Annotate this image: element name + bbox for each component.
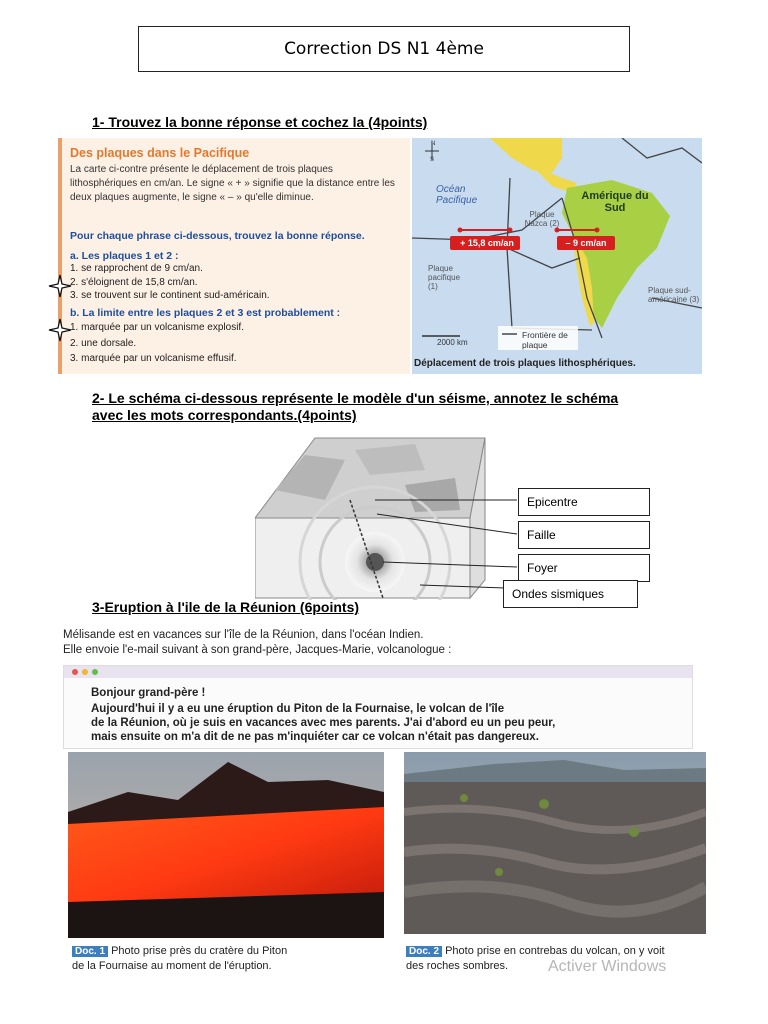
doc2-tag: Doc. 2 xyxy=(406,946,442,957)
question-a-option-1: 1. se rapprochent de 9 cm/an. xyxy=(70,263,203,274)
map-ocean-label: Océan Pacifique xyxy=(436,184,478,206)
section1-heading: 1- Trouvez la bonne réponse et cochez la (4points) xyxy=(92,114,428,130)
map-continent-label: Amérique du Sud xyxy=(581,190,649,214)
email-line: mais ensuite on m'a dit de ne pas m'inquiéter car ce volcan n'était pas dangereux. xyxy=(91,731,539,743)
page-title: Correction DS N1 4ème xyxy=(138,26,630,72)
label-ondes-sismiques: Ondes sismiques xyxy=(503,580,638,608)
email-greeting: Bonjour grand-père ! xyxy=(91,687,206,699)
section2-heading-line1: 2- Le schéma ci-dessous représente le modèle d'un séisme, annotez le schéma xyxy=(92,390,619,406)
doc1-caption-text-2: de la Fournaise au moment de l'éruption. xyxy=(72,960,272,972)
checkmark-star-icon xyxy=(48,274,72,303)
section3-heading: 3-Eruption à l'ile de la Réunion (6points) xyxy=(92,599,360,615)
question-a-label: a. Les plaques 1 et 2 : xyxy=(70,250,179,262)
email-body xyxy=(91,686,691,744)
section3-intro-line2: Elle envoie l'e-mail suivant à son grand-père, Jacques-Marie, volcanologue : xyxy=(63,644,452,656)
doc2-caption-text-2: des roches sombres. xyxy=(406,960,509,972)
question-a-option-3: 3. se trouvent sur le continent sud-américain. xyxy=(70,290,270,301)
compass-n: N xyxy=(431,141,436,147)
activation-watermark: Activer Windows xyxy=(548,958,667,975)
map-caption: Déplacement de trois plaques lithosphériques. xyxy=(414,358,636,369)
label-foyer: Foyer xyxy=(518,554,650,582)
label-faille: Faille xyxy=(518,521,650,549)
question-b-option-2: 2. une dorsale. xyxy=(70,338,137,349)
eruption-photo xyxy=(68,752,384,943)
map-plate-nazca: Plaque Nazca (2) xyxy=(524,210,560,228)
question-b-option-1: 1. marquée par un volcanisme explosif. xyxy=(70,322,244,333)
doc1-tag: Doc. 1 xyxy=(72,946,108,957)
excerpt-intro: La carte ci-contre présente le déplacement de trois plaques lithosphériques en cm/an. Le signe « + » signifie que la distance entre les deux plaques augmente, le signe « – » qu'elle diminue. xyxy=(70,164,395,203)
question-a-option-2: 2. s'éloignent de 15,8 cm/an. xyxy=(70,277,198,288)
map-legend: Frontière de plaque xyxy=(522,330,568,350)
lava-rocks-photo xyxy=(404,752,706,939)
compass-s: S xyxy=(430,157,435,163)
doc2-caption-text: Photo prise en contrebas du volcan, on y voit xyxy=(445,945,665,957)
map-plate-pacific: Plaque pacifique (1) xyxy=(428,264,461,291)
question-b-option-3: 3. marquée par un volcanisme effusif. xyxy=(70,353,237,364)
map-scale: 2000 km xyxy=(437,338,468,347)
doc1-caption-text: Photo prise près du cratère du Piton xyxy=(111,945,288,957)
section3-intro-line1: Mélisande est en vacances sur l'île de la Réunion, dans l'océan Indien. xyxy=(63,629,424,641)
checkmark-star-icon xyxy=(48,318,72,347)
section2-heading-line2: avec les mots correspondants.(4points) xyxy=(92,407,357,423)
map-rate-minus: – 9 cm/an xyxy=(565,238,607,248)
question-b-label: b. La limite entre les plaques 2 et 3 est probablement : xyxy=(70,307,341,319)
map-rate-plus: + 15,8 cm/an xyxy=(460,238,514,248)
email-line: de la Réunion, où je suis en vacances avec mes parents. J'ai d'abord eu un peu peur, xyxy=(91,717,556,729)
email-line: Aujourd'hui il y a eu une éruption du Piton de la Fournaise, le volcan de l'île xyxy=(91,703,505,715)
label-epicentre: Epicentre xyxy=(518,488,650,516)
doc1-caption xyxy=(72,944,287,973)
map-plate-south-america: Plaque sud-américaine (3) xyxy=(648,286,700,304)
excerpt-title: Des plaques dans le Pacifique xyxy=(70,146,250,160)
excerpt-instruction: Pour chaque phrase ci-dessous, trouvez la bonne réponse. xyxy=(70,230,365,242)
